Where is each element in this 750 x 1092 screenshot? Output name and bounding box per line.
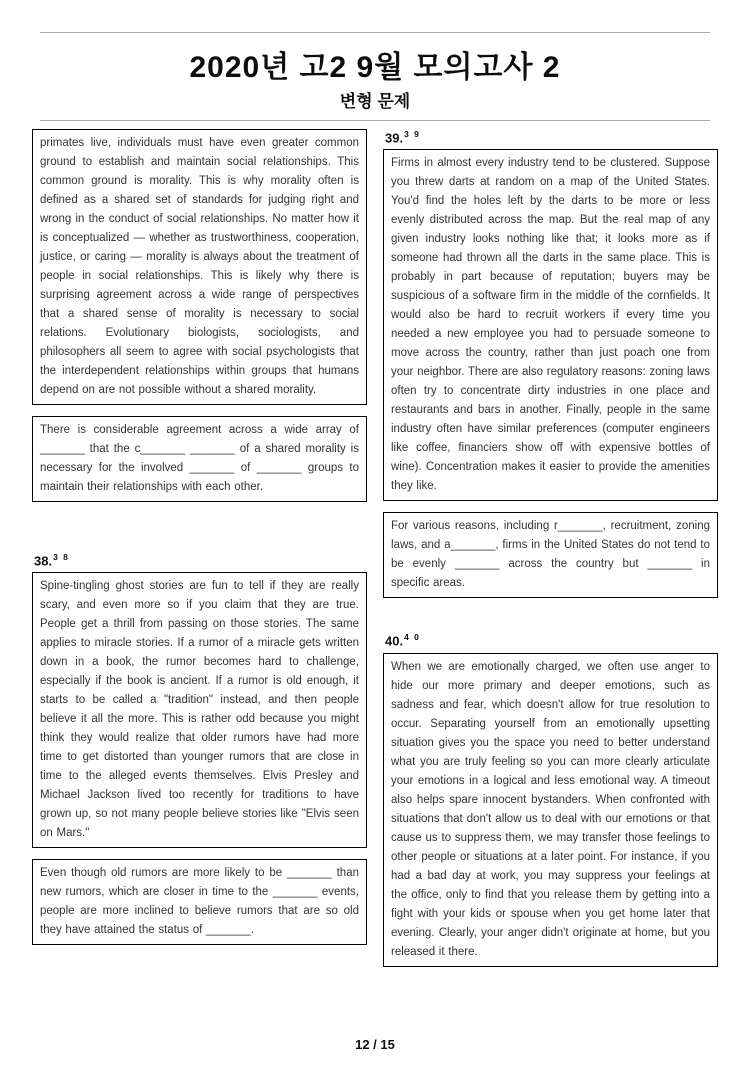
header-rule-top [40, 32, 710, 33]
page-title: 2020년 고2 9월 모의고사 2 [189, 51, 561, 84]
question-heading-40 [385, 632, 718, 648]
summary-box-38: Even though old rumors are more likely to be _______ than new rumors, which are closer in time to the _______ events, people are more inclined to believe rumors that are so old they have attained the status of _______. [32, 859, 367, 945]
exam-page [0, 32, 750, 1052]
passage-39: Firms in almost every industry tend to be clustered. Suppose you threw darts at random on a map of the United States. You'd find the holes left by the darts to be more or less evenly distributed across the map. But the real map of any given industry looks nothing like that; it looks more as if someone had thrown all the darts in the same place. This is probably in part because of reputation; buyers may be suspicious of a software firm in the middle of the cornfields. It would also be hard to recruit workers if every time you needed a new employee you had to persuade someone to move across the country, rather than just poach one from your neighbor. There are also regulatory reasons: zoning laws often try to concentrate dirty industries in one place and restaurants and bars in another. Finally, people in the same industry often have similar preferences (computer engineers like coffee, financiers show off with expensive bottles of wine). Concentration makes it easier to provide the amenities they like. [383, 149, 718, 501]
summary-box-intro: There is considerable agreement across a wide array of _______ that the c_______ _______ of a shared morality is necessary for the involved _______ of _______ groups to maintain their relationships with each other. [32, 416, 367, 502]
page-number-indicator: 12 / 15 [355, 1037, 395, 1052]
question-superscript-39: 3 9 [404, 129, 421, 139]
question-number-39: 39. [385, 130, 404, 146]
passage-40: When we are emotionally charged, we often use anger to hide our more primary and deeper emotions, such as sadness and fear, which doesn't allow for true resolution to occur. Separating yourself from an emotionally upsetting situation gives you the space you need to better understand what you are truly feeling so you can more clearly articulate your emotions in a logical and less emotional way. A timeout also helps spare innocent bystanders. When confronted with situations that don't allow us to deal with our emotions or that cause us to suppress them, we may transfer those feelings to other people or situations at a later point. For instance, if you had a bad day at work, you may suppress your feelings at the office, only to find that you release them by getting into a fight with your kids or spouse when you get home later that evening. Clearly, your anger didn't originate at home, but you released it there. [383, 653, 718, 967]
question-number-38: 38. [34, 553, 53, 569]
right-column [383, 129, 718, 967]
page-subtitle: 변형 문제 [339, 92, 411, 111]
summary-box-39: For various reasons, including r_______, recruitment, zoning laws, and a_______, firms in the United States do not tend to be evenly _______ across the country but _______ in specific areas. [383, 512, 718, 598]
question-superscript-40: 4 0 [404, 632, 421, 643]
content-columns [0, 121, 750, 967]
question-heading-39 [385, 129, 718, 145]
left-column [32, 129, 367, 945]
question-superscript-38: 3 8 [53, 552, 70, 562]
passage-38: Spine-tingling ghost stories are fun to tell if they are really scary, and even more so if you claim that they are true. People get a thrill from passing on those stories. The same applies to miracle stories. If a rumor of a miracle gets written down in a book, the rumor becomes hard to challenge, especially if the book is ancient. If a rumor is old enough, it starts to be called a "tradition" instead, and then people believe it all the more. This is rather odd because you might think they would realize that older rumors have had more time to get distorted than younger rumors that are close in time to the alleged events themselves. Elvis Presley and Michael Jackson lived too recently for traditions to have grown up, so not many people believe stories like "Elvis seen on Mars." [32, 572, 367, 848]
passage-intro-continuation: primates live, individuals must have even greater common ground to establish and maintain social relationships. This common ground is morality. This is why morality often is defined as a shared set of standards for judging right and wrong in the conduct of social relationships. No matter how it is conceptualized — whether as trustworthiness, cooperation, justice, or caring — morality is always about the treatment of people in social relationships. This is likely why there is surprising agreement across a wide range of perspectives that a shared sense of morality is necessary to social relations. Evolutionary biologists, sociologists, and philosophers all seem to agree with social psychologists that the interdependent relationships within groups that humans depend on are not possible without a shared morality. [32, 129, 367, 405]
question-number-40: 40. [385, 633, 404, 649]
question-heading-38 [34, 552, 367, 568]
